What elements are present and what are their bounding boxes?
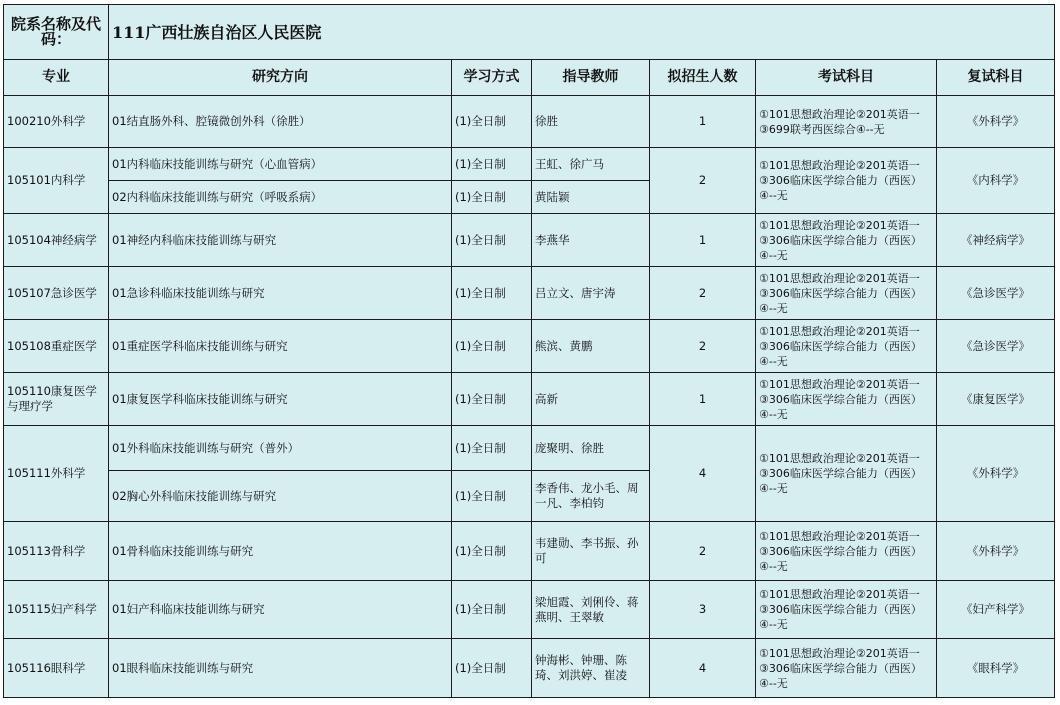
- count-cell: 2: [650, 522, 756, 581]
- teacher-cell: 高新: [532, 373, 650, 426]
- retest-cell: 《神经病学》: [937, 214, 1055, 267]
- major-cell: 100210外科学: [4, 96, 109, 148]
- exam-cell: ①101思想政治理论②201英语一③306临床医学综合能力（西医）④--无: [756, 148, 937, 214]
- retest-cell: 《康复医学》: [937, 373, 1055, 426]
- count-cell: 2: [650, 148, 756, 214]
- table-row: [4, 214, 1055, 267]
- teacher-cell: 王虹、徐广马: [532, 148, 650, 181]
- major-cell: 105111外科学: [4, 426, 109, 522]
- count-cell: 3: [650, 581, 756, 639]
- direction-cell: 01内科临床技能训练与研究（心血管病）: [109, 148, 452, 181]
- count-cell: 1: [650, 214, 756, 267]
- mode-cell: (1)全日制: [452, 581, 532, 639]
- exam-cell: ①101思想政治理论②201英语一③306临床医学综合能力（西医）④--无: [756, 426, 937, 522]
- col-header-major: 专业: [4, 60, 109, 96]
- count-cell: 1: [650, 96, 756, 148]
- table-row: [4, 373, 1055, 426]
- direction-cell: 02胸心外科临床技能训练与研究: [109, 471, 452, 522]
- count-cell: 1: [650, 373, 756, 426]
- mode-cell: (1)全日制: [452, 267, 532, 320]
- teacher-cell: 吕立文、唐宇涛: [532, 267, 650, 320]
- school-header-row: [4, 5, 1055, 60]
- major-cell: 105104神经病学: [4, 214, 109, 267]
- teacher-cell: 熊滨、黄鹏: [532, 320, 650, 373]
- retest-cell: 《妇产科学》: [937, 581, 1055, 639]
- retest-cell: 《外科学》: [937, 426, 1055, 522]
- mode-cell: (1)全日制: [452, 181, 532, 214]
- teacher-cell: 韦建勋、李书振、孙可: [532, 522, 650, 581]
- teacher-cell: 梁旭霞、刘俐伶、蒋燕明、王翠敏: [532, 581, 650, 639]
- direction-cell: 01外科临床技能训练与研究（普外）: [109, 426, 452, 471]
- mode-cell: (1)全日制: [452, 426, 532, 471]
- exam-cell: ①101思想政治理论②201英语一③699联考西医综合④--无: [756, 96, 937, 148]
- direction-cell: 01急诊科临床技能训练与研究: [109, 267, 452, 320]
- count-cell: 4: [650, 426, 756, 522]
- mode-cell: (1)全日制: [452, 320, 532, 373]
- teacher-cell: 李燕华: [532, 214, 650, 267]
- mode-cell: (1)全日制: [452, 214, 532, 267]
- enrollment-table: [3, 4, 1055, 698]
- retest-cell: 《急诊医学》: [937, 267, 1055, 320]
- table-row: [4, 267, 1055, 320]
- exam-cell: ①101思想政治理论②201英语一③306临床医学综合能力（西医）④--无: [756, 522, 937, 581]
- teacher-cell: 李香伟、龙小毛、周一凡、李柏钧: [532, 471, 650, 522]
- table-row: [4, 522, 1055, 581]
- retest-cell: 《眼科学》: [937, 639, 1055, 698]
- exam-cell: ①101思想政治理论②201英语一③306临床医学综合能力（西医）④--无: [756, 581, 937, 639]
- count-cell: 2: [650, 267, 756, 320]
- count-cell: 2: [650, 320, 756, 373]
- direction-cell: 01骨科临床技能训练与研究: [109, 522, 452, 581]
- table-row: [4, 148, 1055, 181]
- table-row: [4, 639, 1055, 698]
- retest-cell: 《外科学》: [937, 96, 1055, 148]
- major-cell: 105101内科学: [4, 148, 109, 214]
- col-header-teacher: 指导教师: [532, 60, 650, 96]
- mode-cell: (1)全日制: [452, 148, 532, 181]
- col-header-direction: 研究方向: [109, 60, 452, 96]
- col-header-count: 拟招生人数: [650, 60, 756, 96]
- teacher-cell: 钟海彬、钟珊、陈琦、刘洪婷、崔凌: [532, 639, 650, 698]
- direction-cell: 01眼科临床技能训练与研究: [109, 639, 452, 698]
- exam-cell: ①101思想政治理论②201英语一③306临床医学综合能力（西医）④--无: [756, 267, 937, 320]
- mode-cell: (1)全日制: [452, 471, 532, 522]
- teacher-cell: 庞聚明、徐胜: [532, 426, 650, 471]
- table-row: [4, 581, 1055, 639]
- exam-cell: ①101思想政治理论②201英语一③306临床医学综合能力（西医）④--无: [756, 214, 937, 267]
- column-header-row: [4, 60, 1055, 96]
- direction-cell: 01结直肠外科、腔镜微创外科（徐胜）: [109, 96, 452, 148]
- exam-cell: ①101思想政治理论②201英语一③306临床医学综合能力（西医）④--无: [756, 639, 937, 698]
- table-row: [4, 320, 1055, 373]
- teacher-cell: 徐胜: [532, 96, 650, 148]
- exam-cell: ①101思想政治理论②201英语一③306临床医学综合能力（西医）④--无: [756, 320, 937, 373]
- mode-cell: (1)全日制: [452, 639, 532, 698]
- major-cell: 105107急诊医学: [4, 267, 109, 320]
- direction-cell: 01妇产科临床技能训练与研究: [109, 581, 452, 639]
- retest-cell: 《外科学》: [937, 522, 1055, 581]
- mode-cell: (1)全日制: [452, 373, 532, 426]
- direction-cell: 01康复医学科临床技能训练与研究: [109, 373, 452, 426]
- col-header-retest: 复试科目: [937, 60, 1055, 96]
- major-cell: 105113骨科学: [4, 522, 109, 581]
- exam-cell: ①101思想政治理论②201英语一③306临床医学综合能力（西医）④--无: [756, 373, 937, 426]
- table-row: [4, 96, 1055, 148]
- major-cell: 105108重症医学: [4, 320, 109, 373]
- mode-cell: (1)全日制: [452, 522, 532, 581]
- major-cell: 105115妇产科学: [4, 581, 109, 639]
- col-header-exam: 考试科目: [756, 60, 937, 96]
- major-cell: 105116眼科学: [4, 639, 109, 698]
- direction-cell: 01重症医学科临床技能训练与研究: [109, 320, 452, 373]
- direction-cell: 02内科临床技能训练与研究（呼吸系病）: [109, 181, 452, 214]
- mode-cell: (1)全日制: [452, 96, 532, 148]
- major-cell: 105110康复医学与理疗学: [4, 373, 109, 426]
- retest-cell: 《内科学》: [937, 148, 1055, 214]
- col-header-mode: 学习方式: [452, 60, 532, 96]
- school-label: 院系名称及代码：: [4, 5, 109, 60]
- school-name: 111广西壮族自治区人民医院: [109, 5, 1055, 60]
- retest-cell: 《急诊医学》: [937, 320, 1055, 373]
- teacher-cell: 黄陆颖: [532, 181, 650, 214]
- direction-cell: 01神经内科临床技能训练与研究: [109, 214, 452, 267]
- count-cell: 4: [650, 639, 756, 698]
- table-row: [4, 426, 1055, 471]
